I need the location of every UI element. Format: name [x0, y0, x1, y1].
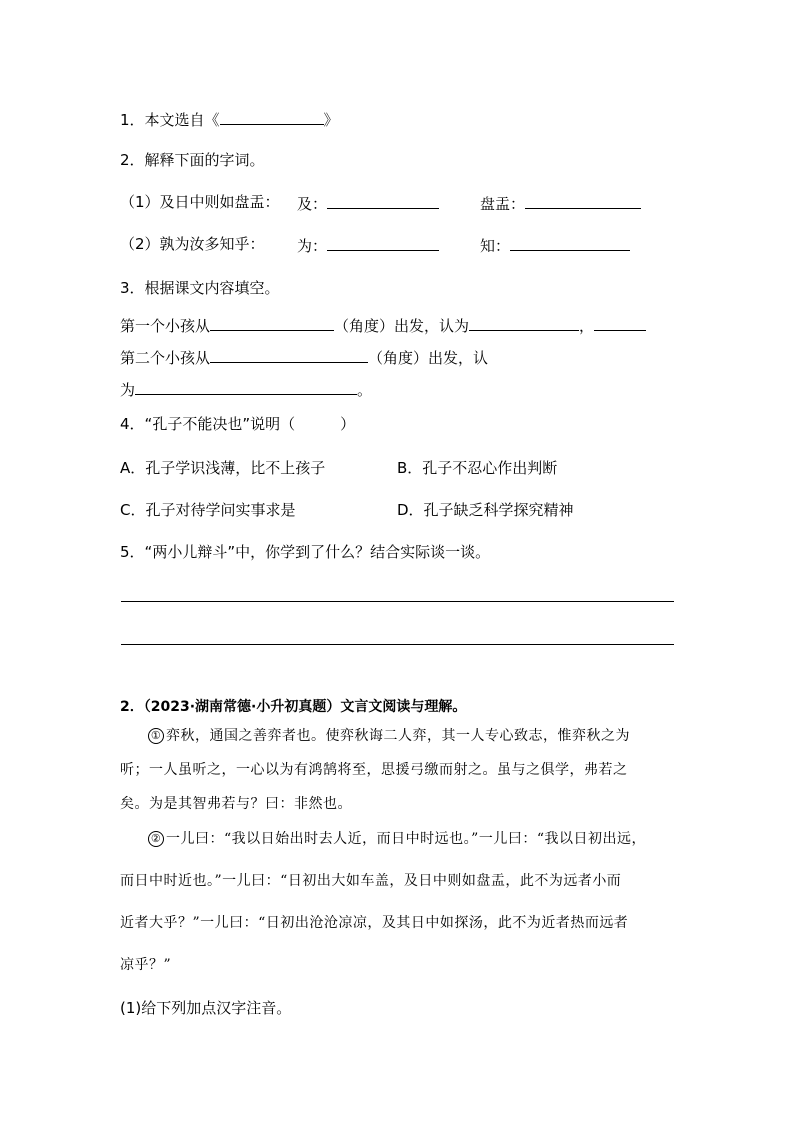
- section-2-heading: [120, 697, 466, 717]
- q5-answer-line-2[interactable]: [121, 644, 674, 645]
- q1-suffix: 》: [323, 111, 339, 129]
- passage-1-text-1: 弈秋，通国之善弈者也。使弈秋诲二人弈，其一人专心致志，惟弈秋之为: [166, 728, 630, 744]
- q1-prefix: 1．本文选自《: [120, 111, 220, 129]
- q3-row1-a: 第一个小孩从: [120, 317, 211, 335]
- q2-item2-label: （2）孰为汝多知乎：: [120, 235, 265, 253]
- q3-row1-blank-3[interactable]: [594, 314, 646, 331]
- q3-row1-c: ，: [579, 317, 595, 335]
- q3-row1-blank-2[interactable]: [469, 314, 579, 331]
- q3-row2-b: （角度）出发，认: [368, 349, 489, 367]
- passage-2-line-1: [148, 829, 646, 849]
- q3-row1-blank-1[interactable]: [210, 314, 334, 331]
- q2-item2-a-blank[interactable]: [327, 234, 439, 251]
- q2-item-1: [120, 192, 280, 212]
- q3-row-3: [120, 378, 372, 400]
- section-2-number: 2．: [120, 699, 144, 715]
- q4-option-b[interactable]: B．孔子不忍心作出判断: [397, 459, 558, 477]
- q2-item1-b-blank[interactable]: [525, 192, 641, 209]
- q2-item2-b-label: 知：: [480, 237, 511, 255]
- question-5-title: 5．“两小儿辩斗”中，你学到了什么？结合实际谈一谈。: [120, 543, 491, 561]
- q3-row3-a: 为: [120, 381, 136, 399]
- q2-item1-a-blank[interactable]: [327, 192, 439, 209]
- q3-row3-blank[interactable]: [135, 378, 357, 395]
- q4-option-d[interactable]: D．孔子缺乏科学探究精神: [397, 501, 574, 519]
- sub-question-1: (1)给下列加点汉字注音。: [120, 999, 292, 1017]
- passage-2-line-4: 凉乎？”: [120, 957, 172, 973]
- q4-option-c[interactable]: C．孔子对待学问实事求是: [120, 501, 296, 519]
- q3-row-1: [120, 314, 646, 336]
- question-2-title: 2．解释下面的字词。: [120, 151, 265, 169]
- question-3-title: 3．根据课文内容填空。: [120, 279, 280, 297]
- q2-item1-a: [297, 192, 439, 214]
- q4-option-a[interactable]: A．孔子学识浅薄，比不上孩子: [120, 459, 326, 477]
- q2-item1-a-label: 及：: [297, 195, 328, 213]
- q2-item2-b: [480, 234, 630, 256]
- q3-row-2: [120, 346, 488, 368]
- passage-2-line-3: 近者大乎？”一儿曰：“日初出沧沧凉凉，及其日中如探汤，此不为近者热而远者: [120, 915, 629, 931]
- q3-row2-a: 第二个小孩从: [120, 349, 211, 367]
- q2-item1-b: [480, 192, 641, 214]
- q3-row1-b: （角度）出发，认为: [334, 317, 470, 335]
- q3-row3-b: 。: [357, 381, 373, 399]
- q2-item2-a-label: 为：: [297, 237, 328, 255]
- passage-2-text-1: 一儿曰：“我以日始出时去人近，而日中时远也。”一儿曰：“我以日初出远，: [166, 831, 646, 847]
- passage-2-marker: ②: [148, 831, 164, 847]
- q2-item-2: [120, 234, 265, 254]
- q1-answer-blank[interactable]: [220, 108, 324, 125]
- q3-row2-blank[interactable]: [210, 346, 368, 363]
- q2-item2-a: [297, 234, 439, 256]
- q2-item1-label: （1）及日中则如盘盂：: [120, 193, 280, 211]
- q2-item2-b-blank[interactable]: [510, 234, 630, 251]
- passage-2-line-2: 而日中时近也。”一儿曰：“日初出大如车盖，及日中则如盘盂，此不为远者小而: [120, 873, 622, 889]
- section-2-title: （2023·湖南常德·小升初真题）文言文阅读与理解。: [143, 699, 467, 715]
- question-1: [120, 108, 339, 130]
- passage-1-line-3: 矣。为是其智弗若与？曰：非然也。: [120, 796, 352, 812]
- passage-1-line-2: 听；一人虽听之，一心以为有鸿鹄将至，思援弓缴而射之。虽与之俱学，弗若之: [120, 762, 628, 778]
- passage-1-line-1: [148, 726, 630, 746]
- passage-1-marker: ①: [148, 728, 164, 744]
- q2-item1-b-label: 盘盂：: [480, 195, 526, 213]
- q5-answer-line-1[interactable]: [121, 601, 674, 602]
- question-4-title: 4．“孔子不能决也”说明（ ）: [120, 415, 356, 433]
